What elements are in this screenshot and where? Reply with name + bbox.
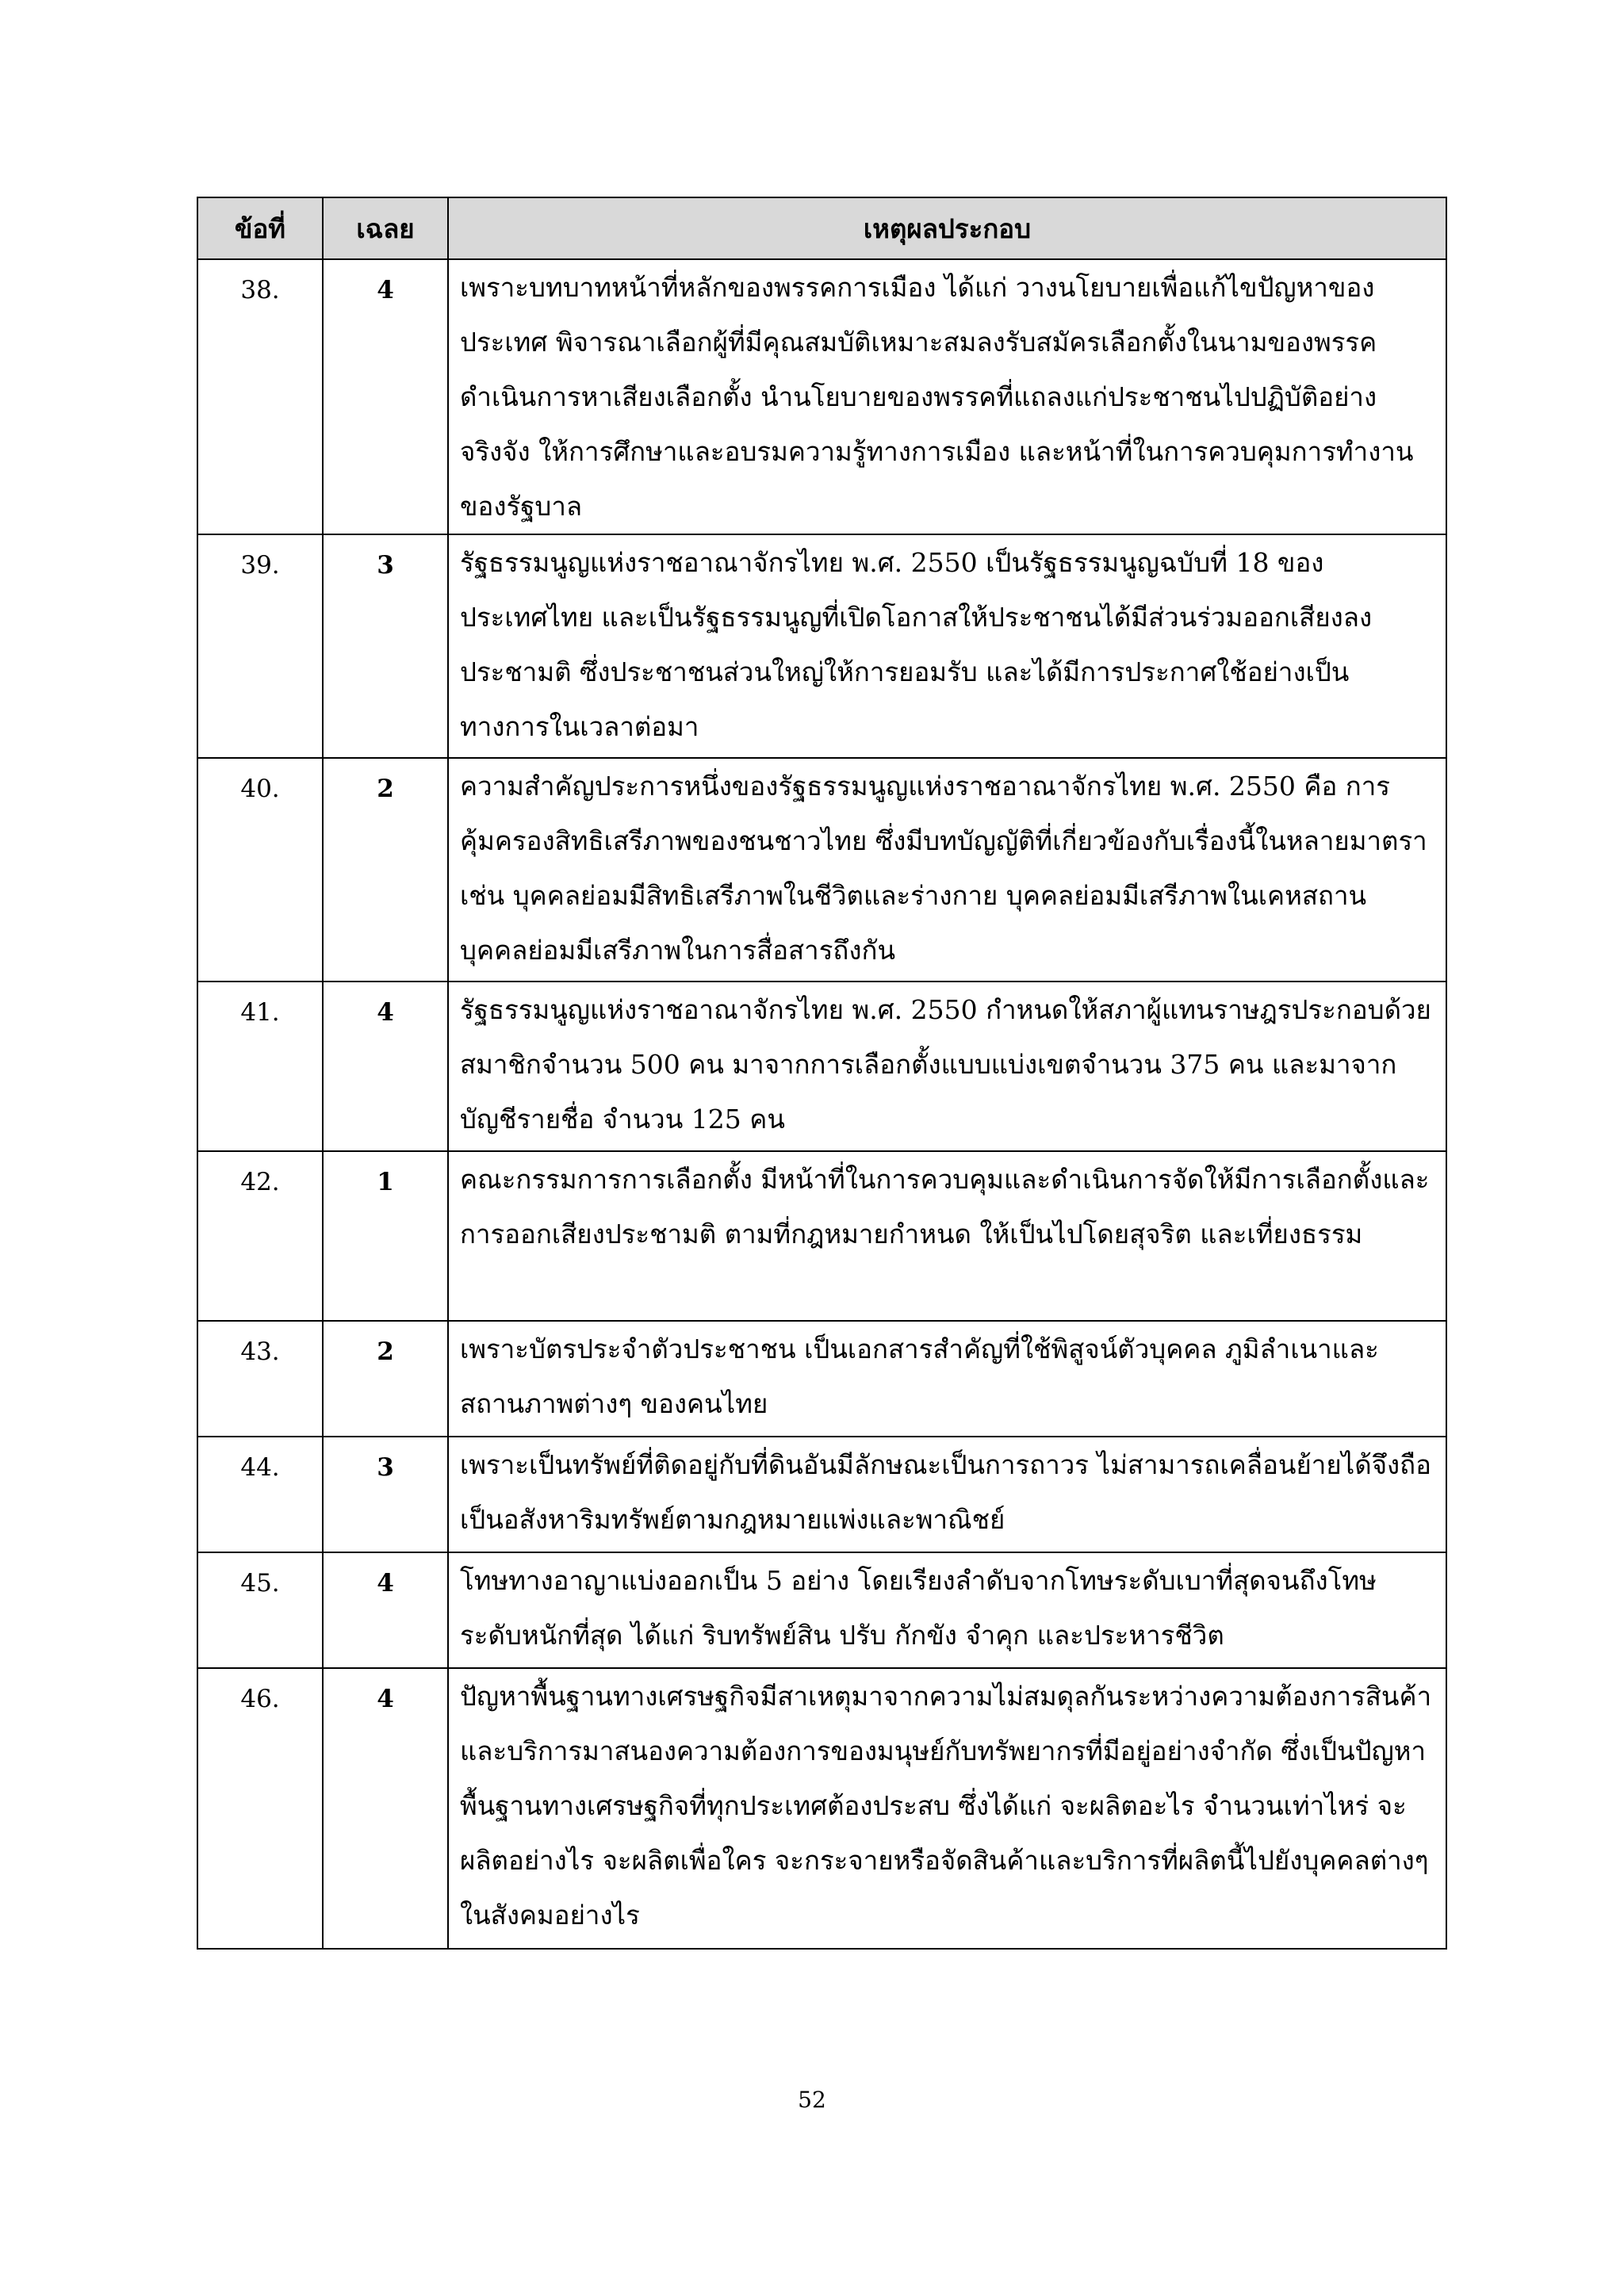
item-number: 43. (197, 1321, 323, 1437)
table-row (197, 1151, 1446, 1321)
answer-value: 3 (323, 1437, 448, 1552)
table-row (197, 1668, 1446, 1949)
header-item-number: ข้อที่ (197, 197, 323, 259)
item-number: 41. (197, 982, 323, 1151)
answer-value: 3 (323, 534, 448, 758)
item-number: 39. (197, 534, 323, 758)
item-number: 40. (197, 758, 323, 982)
reason-text: คณะกรรมการการเลือกตั้ง มีหน้าที่ในการควบคุมและดำเนินการจัดให้มีการเลือกตั้งและการออกเสียงประชามติ ตามที่กฎหมายกำหนด ให้เป็นไปโดยสุจริต และเที่ยงธรรม (448, 1151, 1446, 1321)
reason-text: เพราะบทบาทหน้าที่หลักของพรรคการเมือง ได้แก่ วางนโยบายเพื่อแก้ไขปัญหาของประเทศ พิจารณาเลือกผู้ที่มีคุณสมบัติเหมาะสมลงรับสมัครเลือกตั้งในนามของพรรค ดำเนินการหาเสียงเลือกตั้ง นำนโยบายของพรรคที่แถลงแก่ประชาชนไปปฏิบัติอย่างจริงจัง ให้การศึกษาและอบรมความรู้ทางการเมือง และหน้าที่ในการควบคุมการทำงานของรัฐบาล (448, 259, 1446, 534)
answer-value: 2 (323, 1321, 448, 1437)
table-row (197, 758, 1446, 982)
reason-text: โทษทางอาญาแบ่งออกเป็น 5 อย่าง โดยเรียงลำดับจากโทษระดับเบาที่สุดจนถึงโทษระดับหนักที่สุด ได้แก่ ริบทรัพย์สิน ปรับ กักขัง จำคุก และประหารชีวิต (448, 1552, 1446, 1668)
header-answer: เฉลย (323, 197, 448, 259)
table-row (197, 259, 1446, 534)
table-row (197, 534, 1446, 758)
answer-value: 4 (323, 1668, 448, 1949)
reason-text: เพราะบัตรประจำตัวประชาชน เป็นเอกสารสำคัญที่ใช้พิสูจน์ตัวบุคคล ภูมิลำเนาและสถานภาพต่างๆ ของคนไทย (448, 1321, 1446, 1437)
reason-text: ความสำคัญประการหนึ่งของรัฐธรรมนูญแห่งราชอาณาจักรไทย พ.ศ. 2550 คือ การคุ้มครองสิทธิเสรีภาพของชนชาวไทย ซึ่งมีบทบัญญัติที่เกี่ยวข้องกับเรื่องนี้ในหลายมาตรา เช่น บุคคลย่อมมีสิทธิเสรีภาพในชีวิตและร่างกาย บุคคลย่อมมีเสรีภาพในเคหสถาน บุคคลย่อมมีเสรีภาพในการสื่อสารถึงกัน (448, 758, 1446, 982)
item-number: 46. (197, 1668, 323, 1949)
answer-key-table (197, 197, 1447, 1950)
answer-value: 4 (323, 259, 448, 534)
reason-text: ปัญหาพื้นฐานทางเศรษฐกิจมีสาเหตุมาจากความไม่สมดุลกันระหว่างความต้องการสินค้าและบริการมาสนองความต้องการของมนุษย์กับทรัพยากรที่มีอยู่อย่างจำกัด ซึ่งเป็นปัญหาพื้นฐานทางเศรษฐกิจที่ทุกประเทศต้องประสบ ซึ่งได้แก่ จะผลิตอะไร จำนวนเท่าไหร่ จะผลิตอย่างไร จะผลิตเพื่อใคร จะกระจายหรือจัดสินค้าและบริการที่ผลิตนี้ไปยังบุคคลต่างๆ ในสังคมอย่างไร (448, 1668, 1446, 1949)
item-number: 45. (197, 1552, 323, 1668)
item-number: 44. (197, 1437, 323, 1552)
reason-text: เพราะเป็นทรัพย์ที่ติดอยู่กับที่ดินอันมีลักษณะเป็นการถาวร ไม่สามารถเคลื่อนย้ายได้จึงถือเป็นอสังหาริมทรัพย์ตามกฎหมายแพ่งและพาณิชย์ (448, 1437, 1446, 1552)
answer-value: 4 (323, 1552, 448, 1668)
reason-text: รัฐธรรมนูญแห่งราชอาณาจักรไทย พ.ศ. 2550 กำหนดให้สภาผู้แทนราษฎรประกอบด้วยสมาชิกจำนวน 500 คน มาจากการเลือกตั้งแบบแบ่งเขตจำนวน 375 คน และมาจากบัญชีรายชื่อ จำนวน 125 คน (448, 982, 1446, 1151)
answer-value: 1 (323, 1151, 448, 1321)
header-reason: เหตุผลประกอบ (448, 197, 1446, 259)
table-row (197, 1437, 1446, 1552)
table-row (197, 982, 1446, 1151)
table-row (197, 1321, 1446, 1437)
table-row (197, 1552, 1446, 1668)
answer-value: 4 (323, 982, 448, 1151)
answer-value: 2 (323, 758, 448, 982)
page-number: 52 (798, 2087, 826, 2113)
item-number: 42. (197, 1151, 323, 1321)
table-header-row (197, 197, 1446, 259)
item-number: 38. (197, 259, 323, 534)
reason-text: รัฐธรรมนูญแห่งราชอาณาจักรไทย พ.ศ. 2550 เป็นรัฐธรรมนูญฉบับที่ 18 ของประเทศไทย และเป็นรัฐธรรมนูญที่เปิดโอกาสให้ประชาชนได้มีส่วนร่วมออกเสียงลงประชามติ ซึ่งประชาชนส่วนใหญ่ให้การยอมรับ และได้มีการประกาศใช้อย่างเป็นทางการในเวลาต่อมา (448, 534, 1446, 758)
